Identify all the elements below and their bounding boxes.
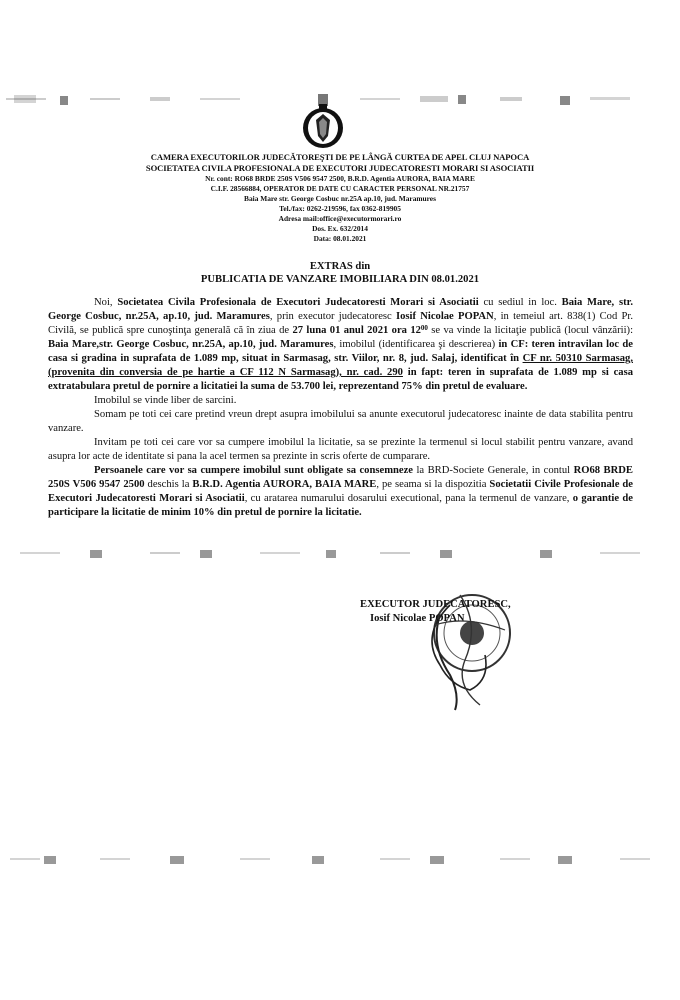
coat-of-arms-icon <box>300 100 346 150</box>
text-span: , imobilul (identificarea şi descrierea) <box>333 339 499 350</box>
bank-account: Nr. cont: RO68 BRDE 250S V506 9547 2500, B.R.D. Agentia AURORA, BAIA MARE <box>205 174 475 183</box>
sale-datetime <box>292 325 427 336</box>
guarantee-amount: o garantie de participare la licitatie de minim 10% din pretul de pornire la licitatie. <box>48 493 633 518</box>
paragraph-invitation: Invitam pe toti cei care vor sa cumpere imobilul la licitatie, sa se prezinte la termenul si locul stabilit pentru vanzare, avand asupra lor acte de identitate si pana la acel termen sa prezinte in scris oferte de cumparare. <box>48 437 633 462</box>
signature-title: EXECUTOR JUDECATORESC, <box>360 599 511 610</box>
coat-of-arms-emblem <box>300 100 346 150</box>
chamber-name: CAMERA EXECUTORILOR JUDECĂTOREŞTI DE PE LÂNGĂ CURTEA DE APEL CLUJ NAPOCA <box>150 152 530 162</box>
company-name-inline: Societatea Civila Profesionala de Executori Judecatoresti Morari si Asociatii <box>117 297 479 308</box>
phone-fax: Tel./fax: 0262-219596, fax 0362-819905 <box>279 204 401 213</box>
text-span: se va vinde la licitaţie publică (locul vânzării): <box>427 325 634 336</box>
text-span: Noi, <box>94 297 118 308</box>
text-span: , cu aratarea numarului dosarului executional, pana la termenul de vanzare, <box>244 493 573 504</box>
starting-price: in fapt: teren in suprafata de 1.089 mp si casa extratabulara pretul de pornire a licitatiei la suma de 53.700 lei, reprezentand 75% din pretul de evaluare. <box>48 367 633 392</box>
sale-minutes: 00 <box>420 324 428 332</box>
sale-date: 27 luna 01 anul 2021 ora 12 <box>292 325 421 336</box>
case-number: Dos. Ex. 632/2014 <box>312 224 368 233</box>
company-name: SOCIETATEA CIVILA PROFESIONALA DE EXECUTORI JUDECATORESTI MORARI SI ASOCIATII <box>145 163 535 173</box>
scan-noise-middle-graphic <box>0 546 680 562</box>
account-number-inline: RO68 BRDE 250S V506 9547 2500 <box>48 465 633 490</box>
bank-branch-inline: B.R.D. Agentia AURORA, BAIA MARE <box>192 479 377 490</box>
title-line-2: PUBLICATIA DE VANZARE IMOBILIARA DIN 08.01.2021 <box>200 274 480 285</box>
text-span-bold: Persoanele care vor sa cumpere imobilul sunt obligate sa consemneze <box>94 465 414 476</box>
text-span: cu sediul in loc. <box>478 297 562 308</box>
letterhead <box>60 152 620 244</box>
text-span: , in temeiul art. 838(1) Cod Pr. Civilă, se publică spre cunoştinţa generală că în ziua de <box>48 311 634 336</box>
paragraph-sale-notice <box>48 296 633 394</box>
text-span: deschis la <box>144 479 193 490</box>
address-inline: Baia Mare, str. George Cosbuc, nr.25A, ap.10, jud. Maramures <box>48 297 633 322</box>
sale-location: Baia Mare,str. George Cosbuc, nr.25A, ap.10, jud. Maramures <box>48 339 334 350</box>
executor-name-inline: Iosif Nicolae POPAN <box>395 311 494 322</box>
scan-noise-bottom <box>0 852 680 868</box>
document-title <box>60 260 620 286</box>
tax-id: C.I.F. 28566884, OPERATOR DE DATE CU CARACTER PERSONAL NR.21757 <box>210 184 470 193</box>
document-body <box>48 296 633 520</box>
office-address: Baia Mare str. George Cosbuc nr.25A ap.10, jud. Maramures <box>244 194 436 203</box>
text-span: , pe seama si la dispozitia <box>376 479 490 490</box>
text-span: la BRD-Societe Generale, in contul <box>413 465 574 476</box>
land-registry-reference: CF nr. 50310 Sarmasag, (provenita din conversia de pe hartie a CF 112 N Sarmasag), nr. cad. 290 <box>48 353 633 378</box>
text-span: , prin executor judecatoresc <box>269 311 396 322</box>
paragraph-no-encumbrances: Imobilul se vinde liber de sarcini. <box>94 395 237 406</box>
company-name-inline: Societatii Civile Profesionale de Executori Judecatoresti Morari si Asociatii <box>48 479 634 504</box>
paragraph-summons: Somam pe toti cei care pretind vreun drept asupra imobilului sa anunte executorul judecatoresc inainte de data stabilita pentru vanzare. <box>48 409 633 434</box>
signature-name: Iosif Nicolae POPAN <box>370 613 465 624</box>
paragraph-guarantee <box>48 464 633 520</box>
title-line-1: EXTRAS din <box>309 261 371 272</box>
property-description: in CF: teren intravilan loc de casa si gradina in suprafata de 1.089 mp, situat in Sarmasag, str. Viilor, nr. 8, jud. Salaj, identificat în <box>48 339 633 364</box>
signature-block <box>360 598 580 626</box>
email-address: Adresa mail:office@executormorari.ro <box>278 214 402 223</box>
scan-noise-bottom-graphic <box>0 852 680 868</box>
scan-noise-middle <box>0 546 680 562</box>
document-date: Data: 08.01.2021 <box>313 234 367 243</box>
